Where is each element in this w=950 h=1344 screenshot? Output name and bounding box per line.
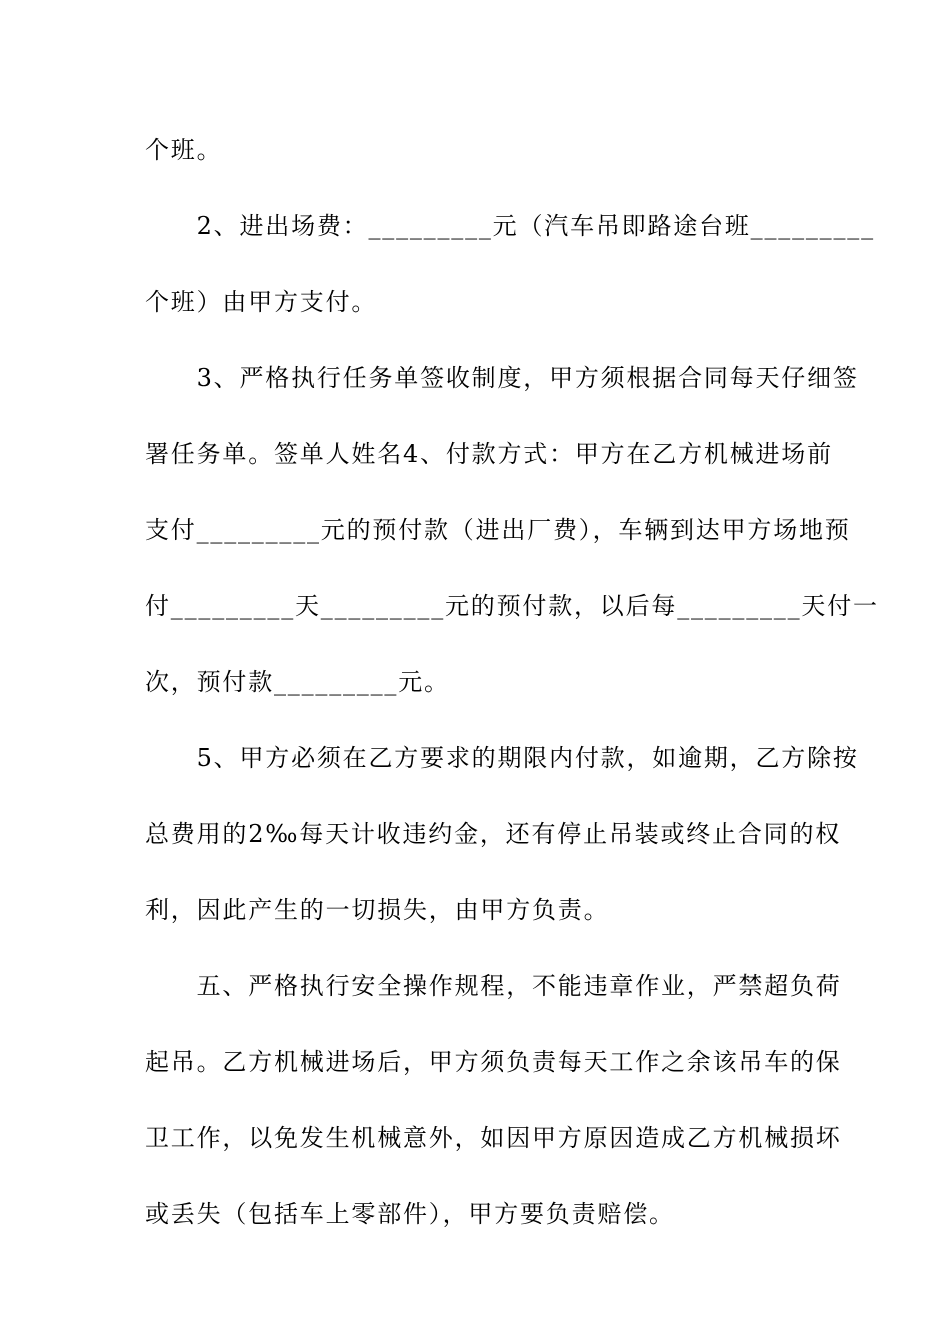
text-line: 署任务单。签单人姓名4、付款方式：甲方在乙方机械进场前 (145, 440, 833, 468)
text-line: 或丢失（包括车上零部件），甲方要负责赔偿。 (145, 1200, 675, 1228)
text-line: 3、严格执行任务单签收制度，甲方须根据合同每天仔细签 (145, 364, 859, 392)
text-line: 五、严格执行安全操作规程，不能违章作业，严禁超负荷 (145, 972, 842, 1000)
text-line: 5、甲方必须在乙方要求的期限内付款，如逾期，乙方除按 (145, 744, 859, 772)
text-line: 付_________天_________元的预付款，以后每_________天付一 (145, 592, 879, 620)
text-line: 2、进出场费：_________元（汽车吊即路途台班_________ (145, 212, 875, 240)
text-line: 个班）由甲方支付。 (145, 288, 378, 316)
text-line: 总费用的2‰每天计收违约金，还有停止吊装或终止合同的权 (145, 820, 842, 848)
text-line: 支付_________元的预付款（进出厂费），车辆到达甲方场地预 (145, 516, 851, 544)
text-line: 起吊。乙方机械进场后，甲方须负责每天工作之余该吊车的保 (145, 1048, 842, 1076)
text-line: 个班。 (145, 136, 223, 164)
text-line: 利，因此产生的一切损失，由甲方负责。 (145, 896, 610, 924)
text-line: 次，预付款_________元。 (145, 668, 450, 696)
text-line: 卫工作，以免发生机械意外，如因甲方原因造成乙方机械损坏 (145, 1124, 842, 1152)
